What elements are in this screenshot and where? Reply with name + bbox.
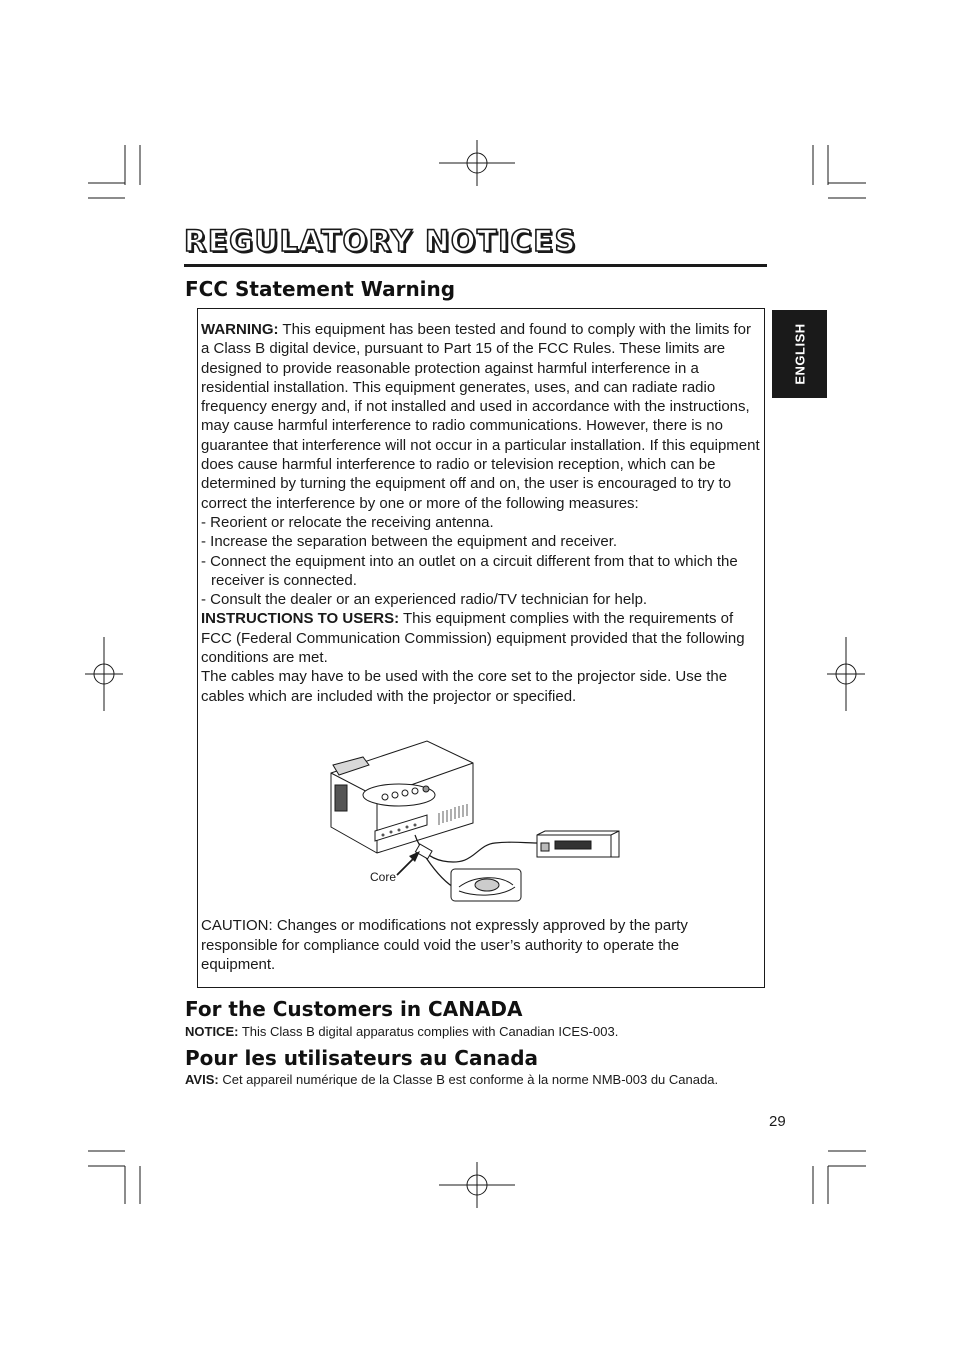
canada-fr-notice-text: Cet appareil numérique de la Classe B est conforme à la norme NMB-003 du Canada. bbox=[222, 1072, 719, 1087]
title-divider bbox=[184, 264, 767, 267]
instructions-text: This equipment complies with the requirements of FCC (Federal Communication Commission) equipment provided that the following conditions are met. bbox=[201, 610, 745, 667]
canada-fr-notice bbox=[185, 1071, 745, 1088]
measure-item: - Reorient or relocate the receiving antenna. bbox=[201, 513, 494, 531]
canada-fr-notice-label: AVIS: bbox=[185, 1072, 219, 1087]
canada-notice-label: NOTICE: bbox=[185, 1024, 239, 1039]
measure-item: - Increase the separation between the equipment and receiver. bbox=[201, 533, 618, 551]
instructions-label: INSTRUCTIONS TO USERS: bbox=[201, 610, 400, 628]
language-tab-label: ENGLISH bbox=[792, 323, 807, 385]
canada-fr-heading: Pour les utilisateurs au Canada bbox=[185, 1046, 539, 1070]
page-title: REGULATORY NOTICES bbox=[184, 224, 577, 258]
vcr-icon bbox=[537, 831, 619, 857]
warning-text: This equipment has been tested and found to comply with the limits for a Class B digital device, pursuant to Part 15 of the FCC Rules. These limits are designed to provide reasonable protection against harmful interference in a residential installation. This equipment generates, uses, and can radiate radio frequency energy and, if not installed and used in accordance with the instructions, may cause harmful interference to radio communications. However, there is no guarantee that interference will not occur in a particular installation. If this equipment does cause harmful interference to radio or television reception, which can be determined by turning the equipment off and on, the user is encouraged to try to correct the interference by one or more of the following measures: bbox=[201, 321, 760, 512]
ferrite-core-icon bbox=[415, 844, 432, 859]
measure-item: - Consult the dealer or an experienced radio/TV technician for help. bbox=[201, 591, 648, 609]
cables-paragraph: The cables may have to be used with the core set to the projector side. Use the cables which are included with the projector or specified. bbox=[201, 668, 728, 705]
instructions-paragraph bbox=[201, 609, 763, 667]
warning-label: WARNING: bbox=[201, 321, 279, 338]
page-number: 29 bbox=[769, 1113, 786, 1130]
warning-paragraph bbox=[201, 320, 763, 513]
language-tab bbox=[772, 310, 827, 398]
core-label: Core bbox=[370, 870, 397, 884]
fcc-notice-text bbox=[201, 320, 763, 706]
measure-item: - Connect the equipment into an outlet on a circuit different from that to which the receiver is connected. bbox=[201, 552, 738, 589]
canada-heading: For the Customers in CANADA bbox=[185, 997, 523, 1021]
canada-notice bbox=[185, 1023, 785, 1040]
caution-text: CAUTION: Changes or modifications not expressly approved by the party responsible for compliance could void the user’s authority to operate the equipment. bbox=[201, 917, 688, 973]
fcc-heading: FCC Statement Warning bbox=[185, 277, 456, 301]
canada-notice-text: This Class B digital apparatus complies with Canadian ICES-003. bbox=[241, 1024, 619, 1039]
